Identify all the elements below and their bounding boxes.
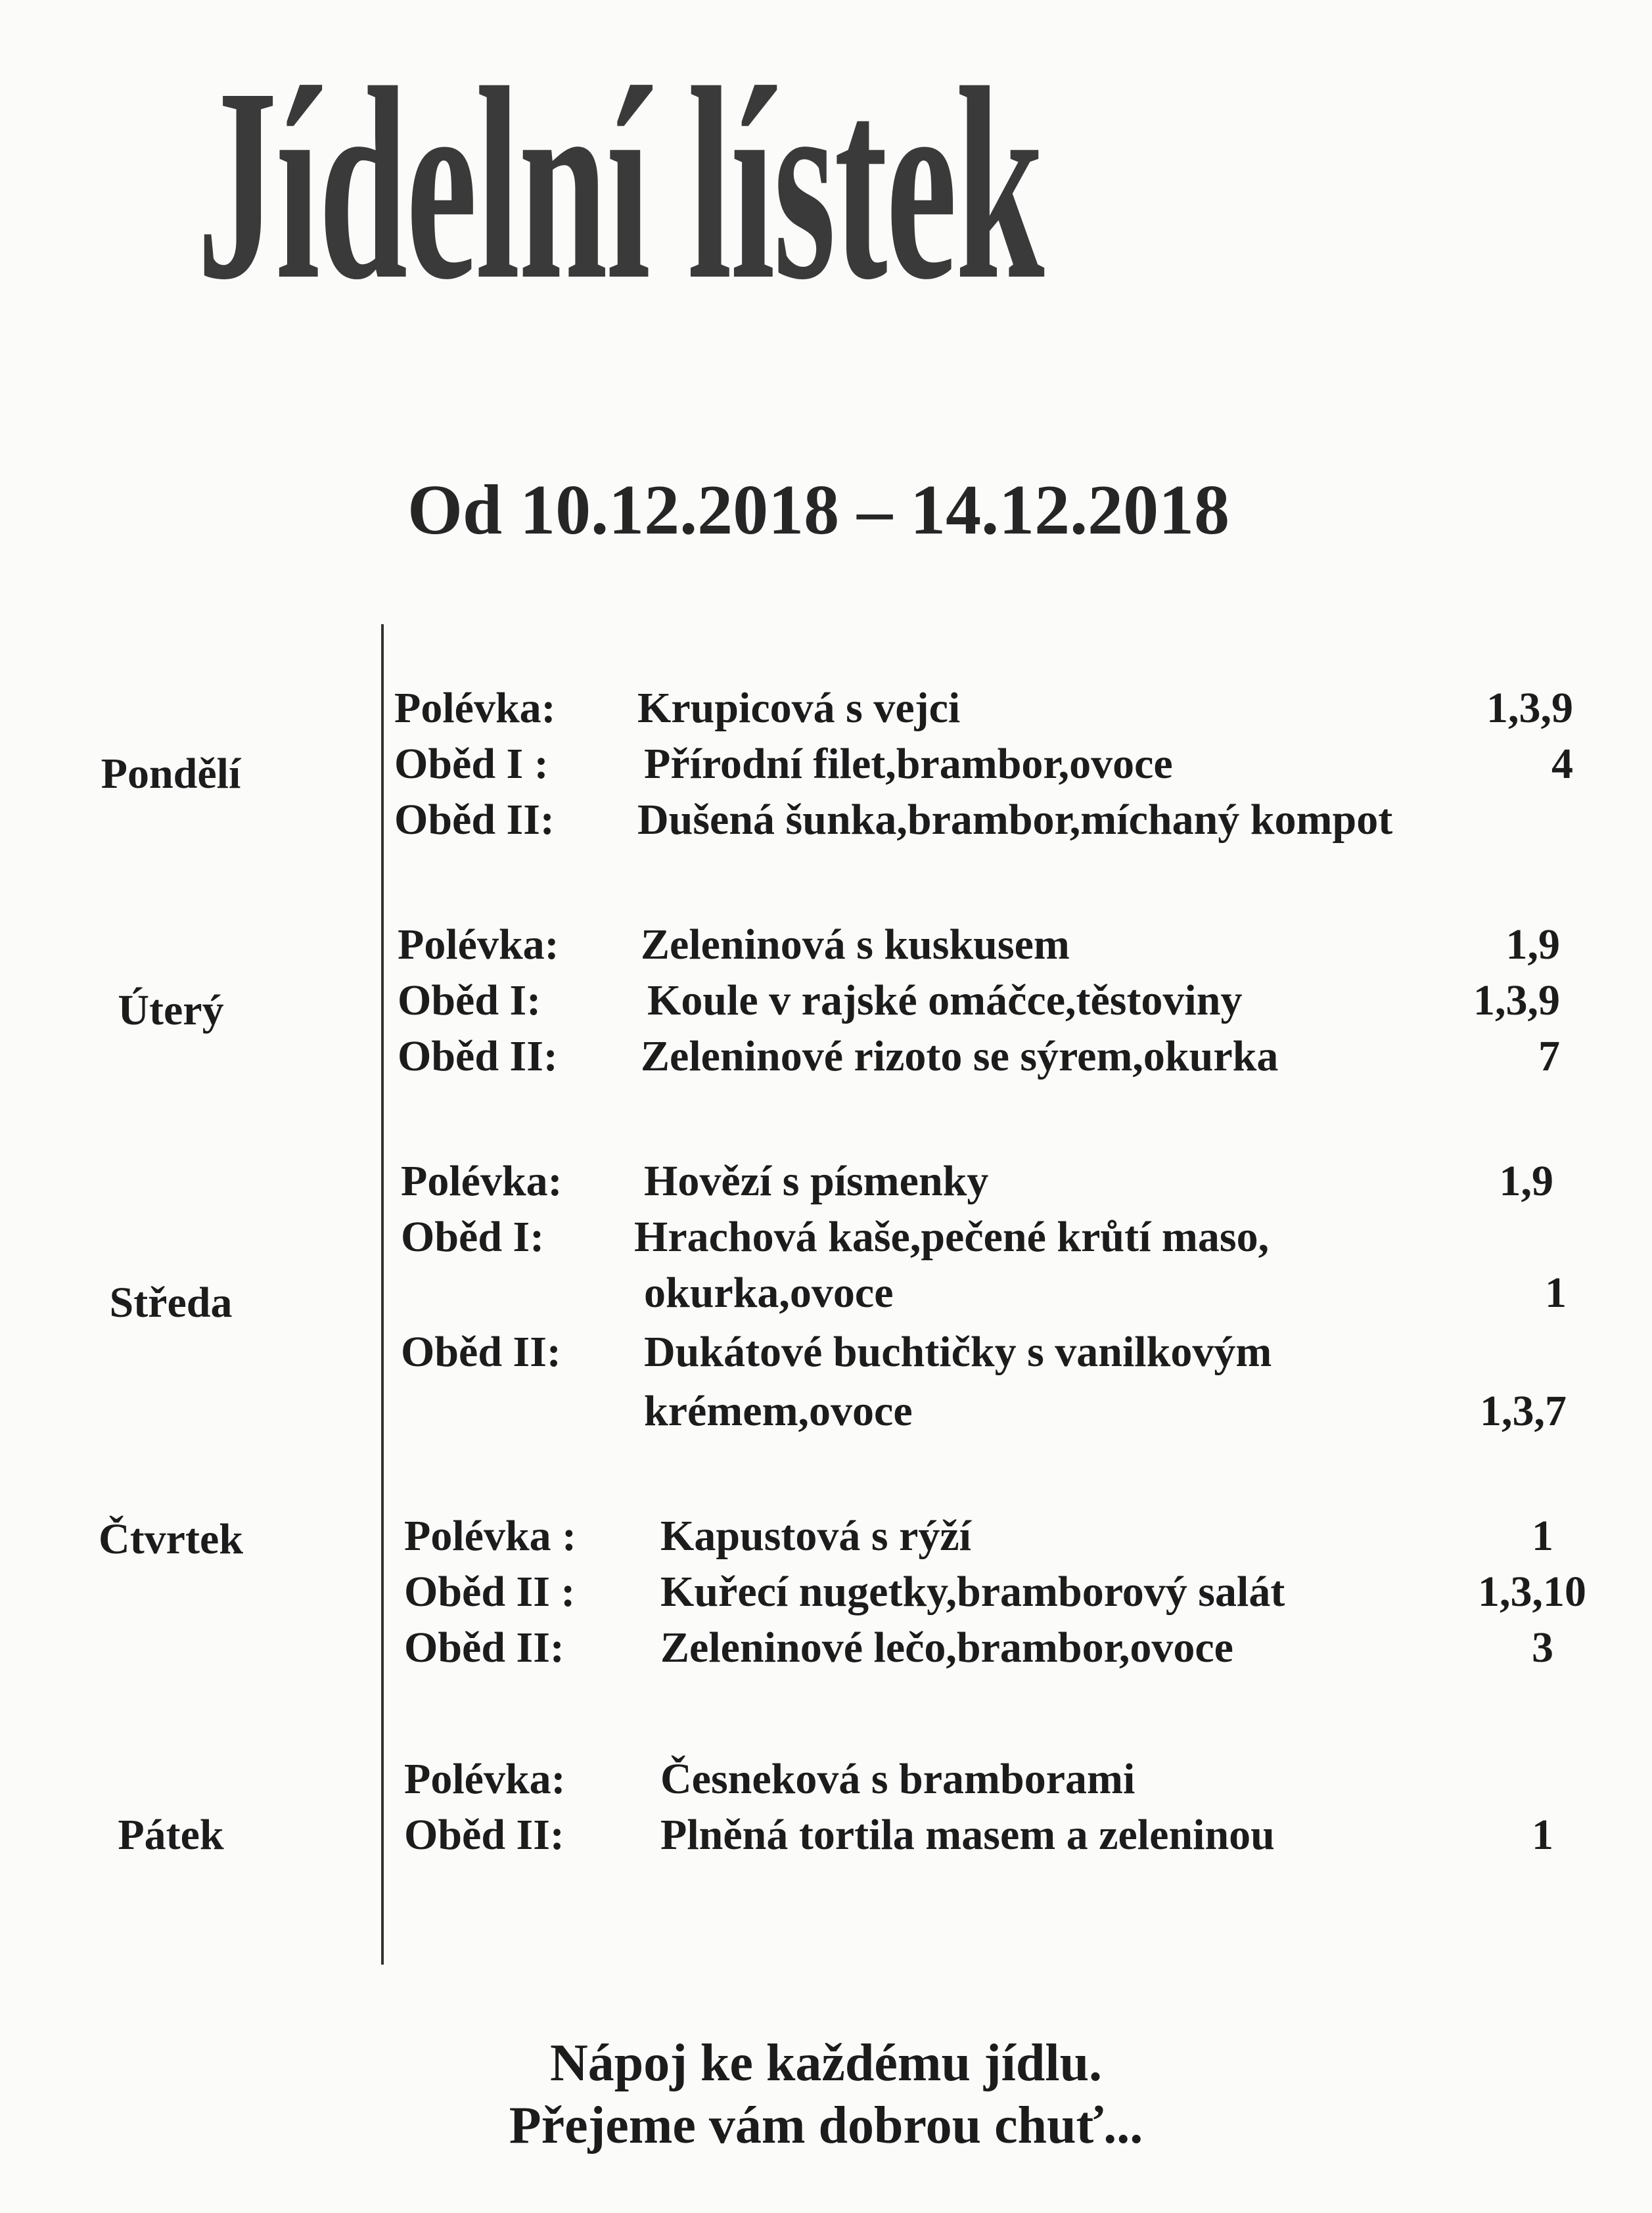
dish-name: Plněná tortila masem a zeleninou [660, 1811, 1275, 1859]
menu-row [0, 1268, 1652, 1321]
day-tuesday: Úterý [118, 986, 224, 1034]
dish-name: Česneková s bramborami [660, 1755, 1136, 1803]
allergen-codes: 1,3,9 [1486, 684, 1573, 732]
page-title: Jídelní lístek [197, 31, 1044, 336]
dish-name: Hrachová kaše,pečené krůtí maso, [634, 1213, 1270, 1261]
dish-name: Koule v rajské omáčce,těstoviny [647, 976, 1243, 1024]
menu-row [0, 976, 1652, 1028]
menu-row [0, 683, 1652, 736]
dish-name: Kuřecí nugetky,bramborový salát [660, 1568, 1285, 1616]
dish-name: Zeleninová s kuskusem [641, 921, 1070, 969]
meal-label: Oběd II: [404, 1624, 564, 1672]
allergen-codes: 1,9 [1505, 921, 1560, 969]
menu-row [0, 1327, 1652, 1380]
meal-label: Polévka: [398, 921, 559, 969]
dish-name: Dušená šunka,brambor,míchaný kompot [637, 796, 1393, 844]
day-wednesday: Středa [109, 1279, 233, 1327]
allergen-codes: 4 [1551, 740, 1573, 788]
dish-name: Zeleninové rizoto se sýrem,okurka [641, 1032, 1279, 1080]
allergen-codes: 1,9 [1499, 1157, 1553, 1205]
menu-row [0, 920, 1652, 972]
meal-label: Oběd II: [394, 796, 555, 844]
footer-drink-note: Nápoj ke každému jídlu. [549, 2034, 1103, 2092]
meal-label: Oběd II: [404, 1811, 564, 1859]
meal-label: Polévka : [404, 1512, 577, 1560]
day-friday: Pátek [118, 1811, 224, 1859]
dish-name: Krupicová s vejci [637, 684, 961, 732]
menu-row [0, 1567, 1652, 1620]
meal-label: Polévka: [401, 1157, 562, 1205]
allergen-codes: 1,3,9 [1473, 976, 1560, 1024]
day-thursday: Čtvrtek [99, 1515, 243, 1563]
allergen-codes: 3 [1532, 1624, 1553, 1672]
allergen-codes: 1 [1532, 1512, 1553, 1560]
day-monday: Pondělí [101, 750, 241, 798]
footer-greeting: Přejeme vám dobrou chuť... [509, 2097, 1143, 2155]
menu-row [0, 739, 1652, 792]
menu-row [0, 1754, 1652, 1807]
dish-name: Kapustová s rýží [660, 1512, 972, 1560]
menu-row [0, 1810, 1652, 1863]
meal-label: Oběd II: [398, 1032, 558, 1080]
allergen-codes: 1 [1545, 1269, 1567, 1317]
date-range: Od 10.12.2018 – 14.12.2018 [407, 471, 1230, 549]
meal-label: Polévka: [394, 684, 556, 732]
menu-row [0, 1623, 1652, 1676]
menu-row [0, 1511, 1652, 1564]
dish-name: Přírodní filet,brambor,ovoce [644, 740, 1173, 788]
allergen-codes: 1,3,7 [1480, 1387, 1567, 1435]
menu-row [0, 1156, 1652, 1209]
dish-name: Zeleninové lečo,brambor,ovoce [660, 1624, 1233, 1672]
dish-name-continued: okurka,ovoce [644, 1269, 894, 1317]
menu-row [0, 795, 1652, 848]
meal-label: Oběd I : [394, 740, 549, 788]
dish-name: Hovězí s písmenky [644, 1157, 989, 1205]
dish-name: Dukátové buchtičky s vanilkovým [644, 1328, 1272, 1376]
allergen-codes: 7 [1538, 1032, 1560, 1080]
meal-label: Oběd I: [401, 1213, 545, 1261]
meal-label: Oběd II : [404, 1568, 576, 1616]
menu-row [0, 1386, 1652, 1439]
menu-row [0, 1032, 1652, 1084]
dish-name-continued: krémem,ovoce [644, 1387, 913, 1435]
meal-label: Polévka: [404, 1755, 566, 1803]
menu-row [0, 1212, 1652, 1265]
meal-label: Oběd I: [398, 976, 541, 1024]
allergen-codes: 1 [1532, 1811, 1553, 1859]
meal-label: Oběd II: [401, 1328, 561, 1376]
allergen-codes: 1,3,10 [1478, 1568, 1586, 1616]
